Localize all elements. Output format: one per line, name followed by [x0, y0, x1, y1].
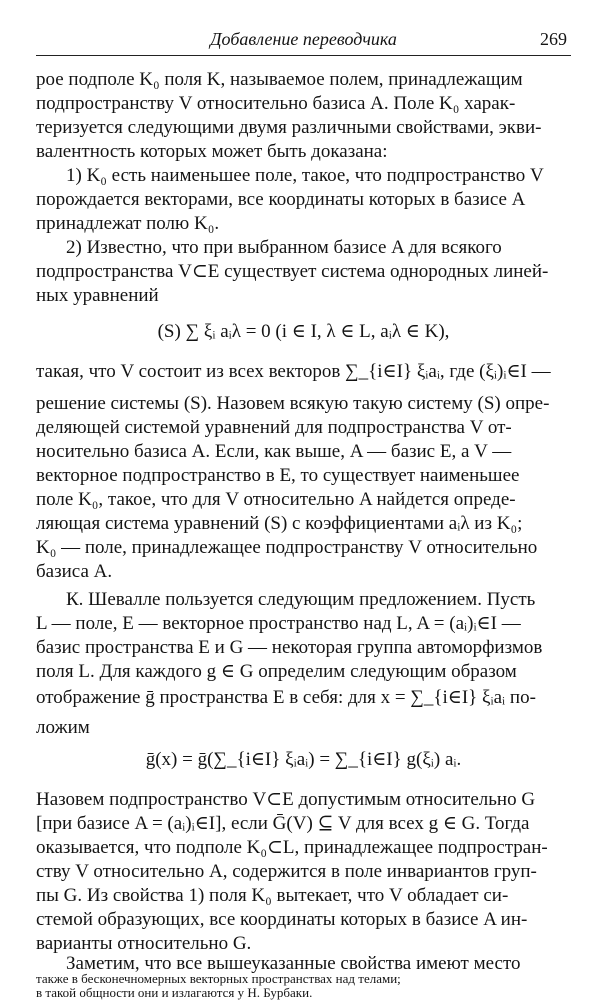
- text-line: такая, что V состоит из всех векторов ∑_{i∈I} ξᵢaᵢ, где (ξᵢ)ᵢ∈I —: [36, 361, 551, 382]
- text-line: порождается векторами, все координаты которых в базисе A: [36, 189, 526, 210]
- text-line: K₀ — поле, принадлежащее подпространству V относительно: [36, 537, 538, 558]
- text-line: базиса A.: [36, 561, 113, 582]
- text-line: Заметим, что все вышеуказанные свойства имеют место: [66, 953, 521, 974]
- text-line: деляющей системой уравнений для подпространства V от-: [36, 417, 512, 438]
- text-line: 1) K₀ есть наименьшее поле, такое, что подпространство V: [66, 165, 544, 186]
- text-line: базис пространства E и G — некоторая группа автоморфизмов: [36, 637, 543, 658]
- text-line: L — поле, E — векторное пространство над L, A = (aᵢ)ᵢ∈I —: [36, 613, 521, 634]
- header-rule: [36, 55, 571, 56]
- text-line: носительно базиса A. Если, как выше, A — базис E, а V —: [36, 441, 512, 462]
- text-line: варианты относительно G.: [36, 933, 252, 954]
- text-line: поля L. Для каждого g ∈ G определим следующим образом: [36, 661, 517, 682]
- text-line: в такой общности они и излагаются у Н. Бурбаки.: [36, 986, 313, 1000]
- text-line: векторное подпространство в E, то существует наименьшее: [36, 465, 520, 486]
- text-line: ных уравнений: [36, 285, 159, 306]
- text-line: стемой образующих, все координаты которых в базисе A ин-: [36, 909, 528, 930]
- formula-line: (S) ∑ ξᵢ aᵢλ = 0 (i ∈ I, λ ∈ L, aᵢλ ∈ K),: [157, 321, 450, 342]
- text-line: подпространства V⊂E существует система однородных линей-: [36, 261, 549, 282]
- text-line: поле K₀, такое, что для V относительно A найдется опреде-: [36, 489, 516, 510]
- text-line: ляющая система уравнений (S) с коэффициентами aᵢλ из K₀;: [36, 513, 523, 534]
- text-line: 2) Известно, что при выбранном базисе A для всякого: [66, 237, 502, 258]
- text-line: также в бесконечномерных векторных пространствах над телами;: [36, 972, 401, 986]
- text-line: пы G. Из свойства 1) поля K₀ вытекает, что V обладает си-: [36, 885, 509, 906]
- text-line: подпространству V относительно базиса A. Поле K₀ харак-: [36, 93, 516, 114]
- text-line: принадлежат полю K₀.: [36, 213, 220, 234]
- formula-line: ḡ(x) = ḡ(∑_{i∈I} ξᵢaᵢ) = ∑_{i∈I} g(ξᵢ) aᵢ.: [145, 749, 462, 770]
- text-line: К. Шевалле пользуется следующим предложением. Пусть: [66, 589, 536, 610]
- running-title: Добавление переводчика: [210, 29, 397, 49]
- text-line: [при базисе A = (aᵢ)ᵢ∈I], если Ḡ(V) ⊆ V для всех g ∈ G. Тогда: [36, 813, 530, 834]
- text-line: решение системы (S). Назовем всякую такую систему (S) опре-: [36, 393, 550, 414]
- text-line: Назовем подпространство V⊂E допустимым относительно G: [36, 789, 536, 810]
- text-line: валентность которых может быть доказана:: [36, 141, 388, 162]
- text-line: теризуется следующими двумя различными свойствами, экви-: [36, 117, 542, 138]
- text-line: ложим: [36, 717, 90, 738]
- page-header: [36, 27, 571, 53]
- page-number: 269: [540, 29, 567, 49]
- text-line: отображение ḡ пространства E в себя: для x = ∑_{i∈I} ξᵢaᵢ по-: [36, 687, 536, 708]
- text-line: оказывается, что подполе K₀⊂L, принадлежащее подпростран-: [36, 837, 548, 858]
- text-line: ству V относительно A, содержится в поле инвариантов груп-: [36, 861, 537, 882]
- text-line: рое подполе K₀ поля K, называемое полем, принадлежащим: [36, 69, 523, 90]
